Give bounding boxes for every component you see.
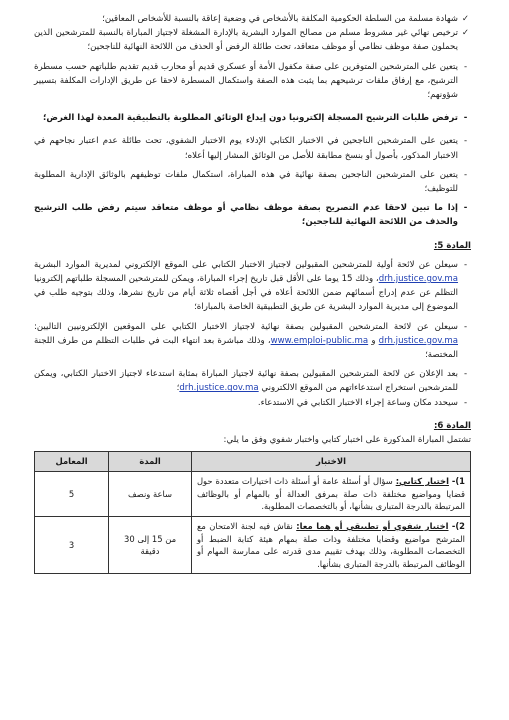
exam-duration-cell: ساعة ونصف (109, 472, 192, 517)
check-icon: ✓ (461, 28, 470, 39)
article-6-intro: تشتمل المباراة المذكورة على اختبار كتابي واختبار شفوي وفق ما يلي: (223, 435, 471, 446)
paragraph-veterans-text: يتعين على المترشحين المتوفرين على صفة مكفول الأمة أو عسكري قديم أو محارب قديم تقديم طلباتهم حسب مسطرة الترشيح، مع إرفاق ملفات ترشيحهم بما يثبت هذه الصفة واستكمال المسطرة لاحقا عن طريق الإدارات المكلفة بتسيير شؤونهم؛ (34, 61, 458, 101)
check-icon: ✓ (461, 14, 470, 24)
dash-marker: - (463, 203, 468, 214)
article-6-heading: المادة 6: (433, 420, 471, 431)
exam-name: اختبار شفوي أو تطبيقي أو هما معا: (296, 521, 449, 532)
exam-description: نقاش فيه لجنة الامتحان مع المترشح مواضيع وقضايا مختلفة وذات صلة بمهام هيئة كتابة الضبط أو التخصصات المطلوبة، وذلك بهدف تقييم مدى قدرته على ممارسة المهام أو الوظائف المرتبطة بالدرجة المتبارى بشأنها. (196, 521, 465, 569)
document-bullet (34, 12, 471, 26)
reject-notice-text: ترفض طلبات الترشيح المسجلة إلكترونيا دون إيداع الوثائق المطلوبة بالتطبيقية المعدة لهذا الغرض؛ (42, 113, 458, 124)
emploi-public-link[interactable]: www.emploi-public.ma (270, 335, 369, 346)
exam-coefficient-cell: 3 (35, 517, 109, 574)
dash-marker: - (463, 61, 468, 72)
paragraph-undeclared-text: إذا ما تبين لاحقا عدم التصريح بصفة موظف نظامي أو موظف متعاقد سيتم رفض طلب الترشيح والحذف من اللائحة النهائية للناجحين؛ (34, 203, 458, 228)
paragraph-undeclared (34, 201, 471, 229)
exam-description: سؤال أو أسئلة عامة أو أسئلة ذات اختيارات متعددة حول قضايا ومواضيع مختلفة ذات صلة بمرفق العدالة أو بالمهام أو بالوظائف المرتبطة بالدرجة المتبارى بشأنها، أو بالتخصصات المطلوبة. (196, 476, 465, 512)
drh-website-link[interactable]: drh.justice.gov.ma (378, 274, 459, 285)
exam-number: 1)- (451, 476, 465, 487)
document-bullet (34, 26, 471, 54)
article-5-item (34, 396, 471, 410)
article-5-item-text: و (371, 335, 376, 346)
article-5-item-text: سيحدد مكان وساعة إجراء الاختبار الكتابي في الاستدعاء. (257, 397, 458, 408)
reject-notice (34, 111, 471, 125)
dash-marker: - (463, 169, 468, 180)
article-5-item-text: بعد الإعلان عن لائحة المترشحين المقبولين بصفة نهائية لاجتياز المباراة بمثابة استدعاء لاجتياز الاختبار الكتابي، ويمكن للمترشحين استخراج استدعاءاتهم من الموقع الالكتروني (34, 369, 458, 394)
dash-marker: - (463, 321, 468, 332)
dash-marker: - (463, 259, 468, 270)
paragraph-written-docs-text: يتعين على المترشحين الناجحين في الاختبار الكتابي الإدلاء يوم الاختبار الشفوي، تحت طائلة عدم اعتبار نجاحهم في الاختبار المذكور، بأصول أو بنسخ مطابقة للأصل من الوثائق المشار إليها أعلاه؛ (34, 136, 458, 161)
paragraph-final-docs (34, 168, 471, 196)
exam-duration-cell: من 15 إلى 30 دقيقة (109, 517, 192, 574)
article-5-heading: المادة 5: (433, 240, 471, 251)
drh-website-link[interactable]: drh.justice.gov.ma (179, 383, 259, 394)
article-5-item (34, 320, 471, 363)
exam-table-header-row (35, 452, 471, 472)
paragraph-final-docs-text: يتعين على المترشحين الناجحين بصفة نهائية في هذه المباراة، استكمال ملفات توظيفهم بالوثائق الإدارية المطلوبة للتوظيف؛ (34, 169, 458, 195)
article-5-item (34, 258, 471, 315)
exam-description-cell (191, 517, 470, 574)
table-row (35, 517, 471, 574)
table-row (35, 472, 471, 517)
exam-coefficient-cell: 5 (35, 472, 109, 517)
exam-table-header: الاختبار (191, 452, 470, 472)
exam-number: 2)- (451, 521, 465, 532)
document-bullet-text: شهادة مسلمة من السلطة الحكومية المكلفة بالأشخاص في وضعية إعاقة بالنسبة للأشخاص المعاقين؛ (102, 14, 458, 24)
exam-table-header: المعامل (35, 452, 109, 472)
article-5-item-text: ؛ (176, 383, 180, 394)
paragraph-written-docs (34, 134, 471, 162)
article-5-item-text: ، وذلك مباشرة بعد انتهاء البت في طلبات التظلم من طرف اللجنة المختصة؛ (34, 335, 458, 361)
exam-description-cell (191, 472, 470, 517)
dash-marker: - (463, 136, 468, 147)
article-5-item-text: سيعلن عن لائحة المترشحين المقبولين بصفة نهائية لاجتياز الاختبار الكتابي على الموقعين الإلكترونيين التاليين: (34, 321, 458, 332)
document-bullet-text: ترخيص نهائي غير مشروط مسلم من مصالح الموارد البشرية بالإدارة المشغلة لاجتياز المباراة بالنسبة للمترشحين الذين يحملون صفة موظف نظامي أو موظف متعاقد، تحت طائلة الرفض أو الحذف من اللائحة النهائية للناجحين؛ (34, 28, 458, 53)
exam-name: اختبار كتابي: (395, 476, 449, 487)
paragraph-veterans (34, 60, 471, 103)
dash-marker: - (463, 397, 468, 408)
exam-table-header: المدة (109, 452, 192, 472)
dash-marker: - (463, 113, 468, 124)
dash-marker: - (463, 369, 468, 380)
article-5-item-text: ، وذلك 15 يوما على الأقل قبل تاريخ إجراء المباراة، ويمكن للمترشحين المسجلة طلباتهم إلكترونيا التظلم عن عدم إدراج أسمائهم ضمن اللائحة أعلاه في أجل أقصاه ثلاثة أيام من تاريخ نشرها، وذلك بتوجيه طلب في الموضوع إلى مديرية الموارد البشرية عن طريق التطبيقية الخاصة بالمباراة؛ (34, 274, 458, 313)
exam-table (34, 451, 471, 574)
drh-website-link[interactable]: drh.justice.gov.ma (378, 335, 458, 346)
article-5-item-text: سيعلن عن لائحة أولية للمترشحين المقبولين لاجتياز الاختبار الكتابي على الموقع الإلكتروني لمديرية الموارد البشرية (34, 259, 458, 270)
article-5-item (34, 367, 471, 395)
